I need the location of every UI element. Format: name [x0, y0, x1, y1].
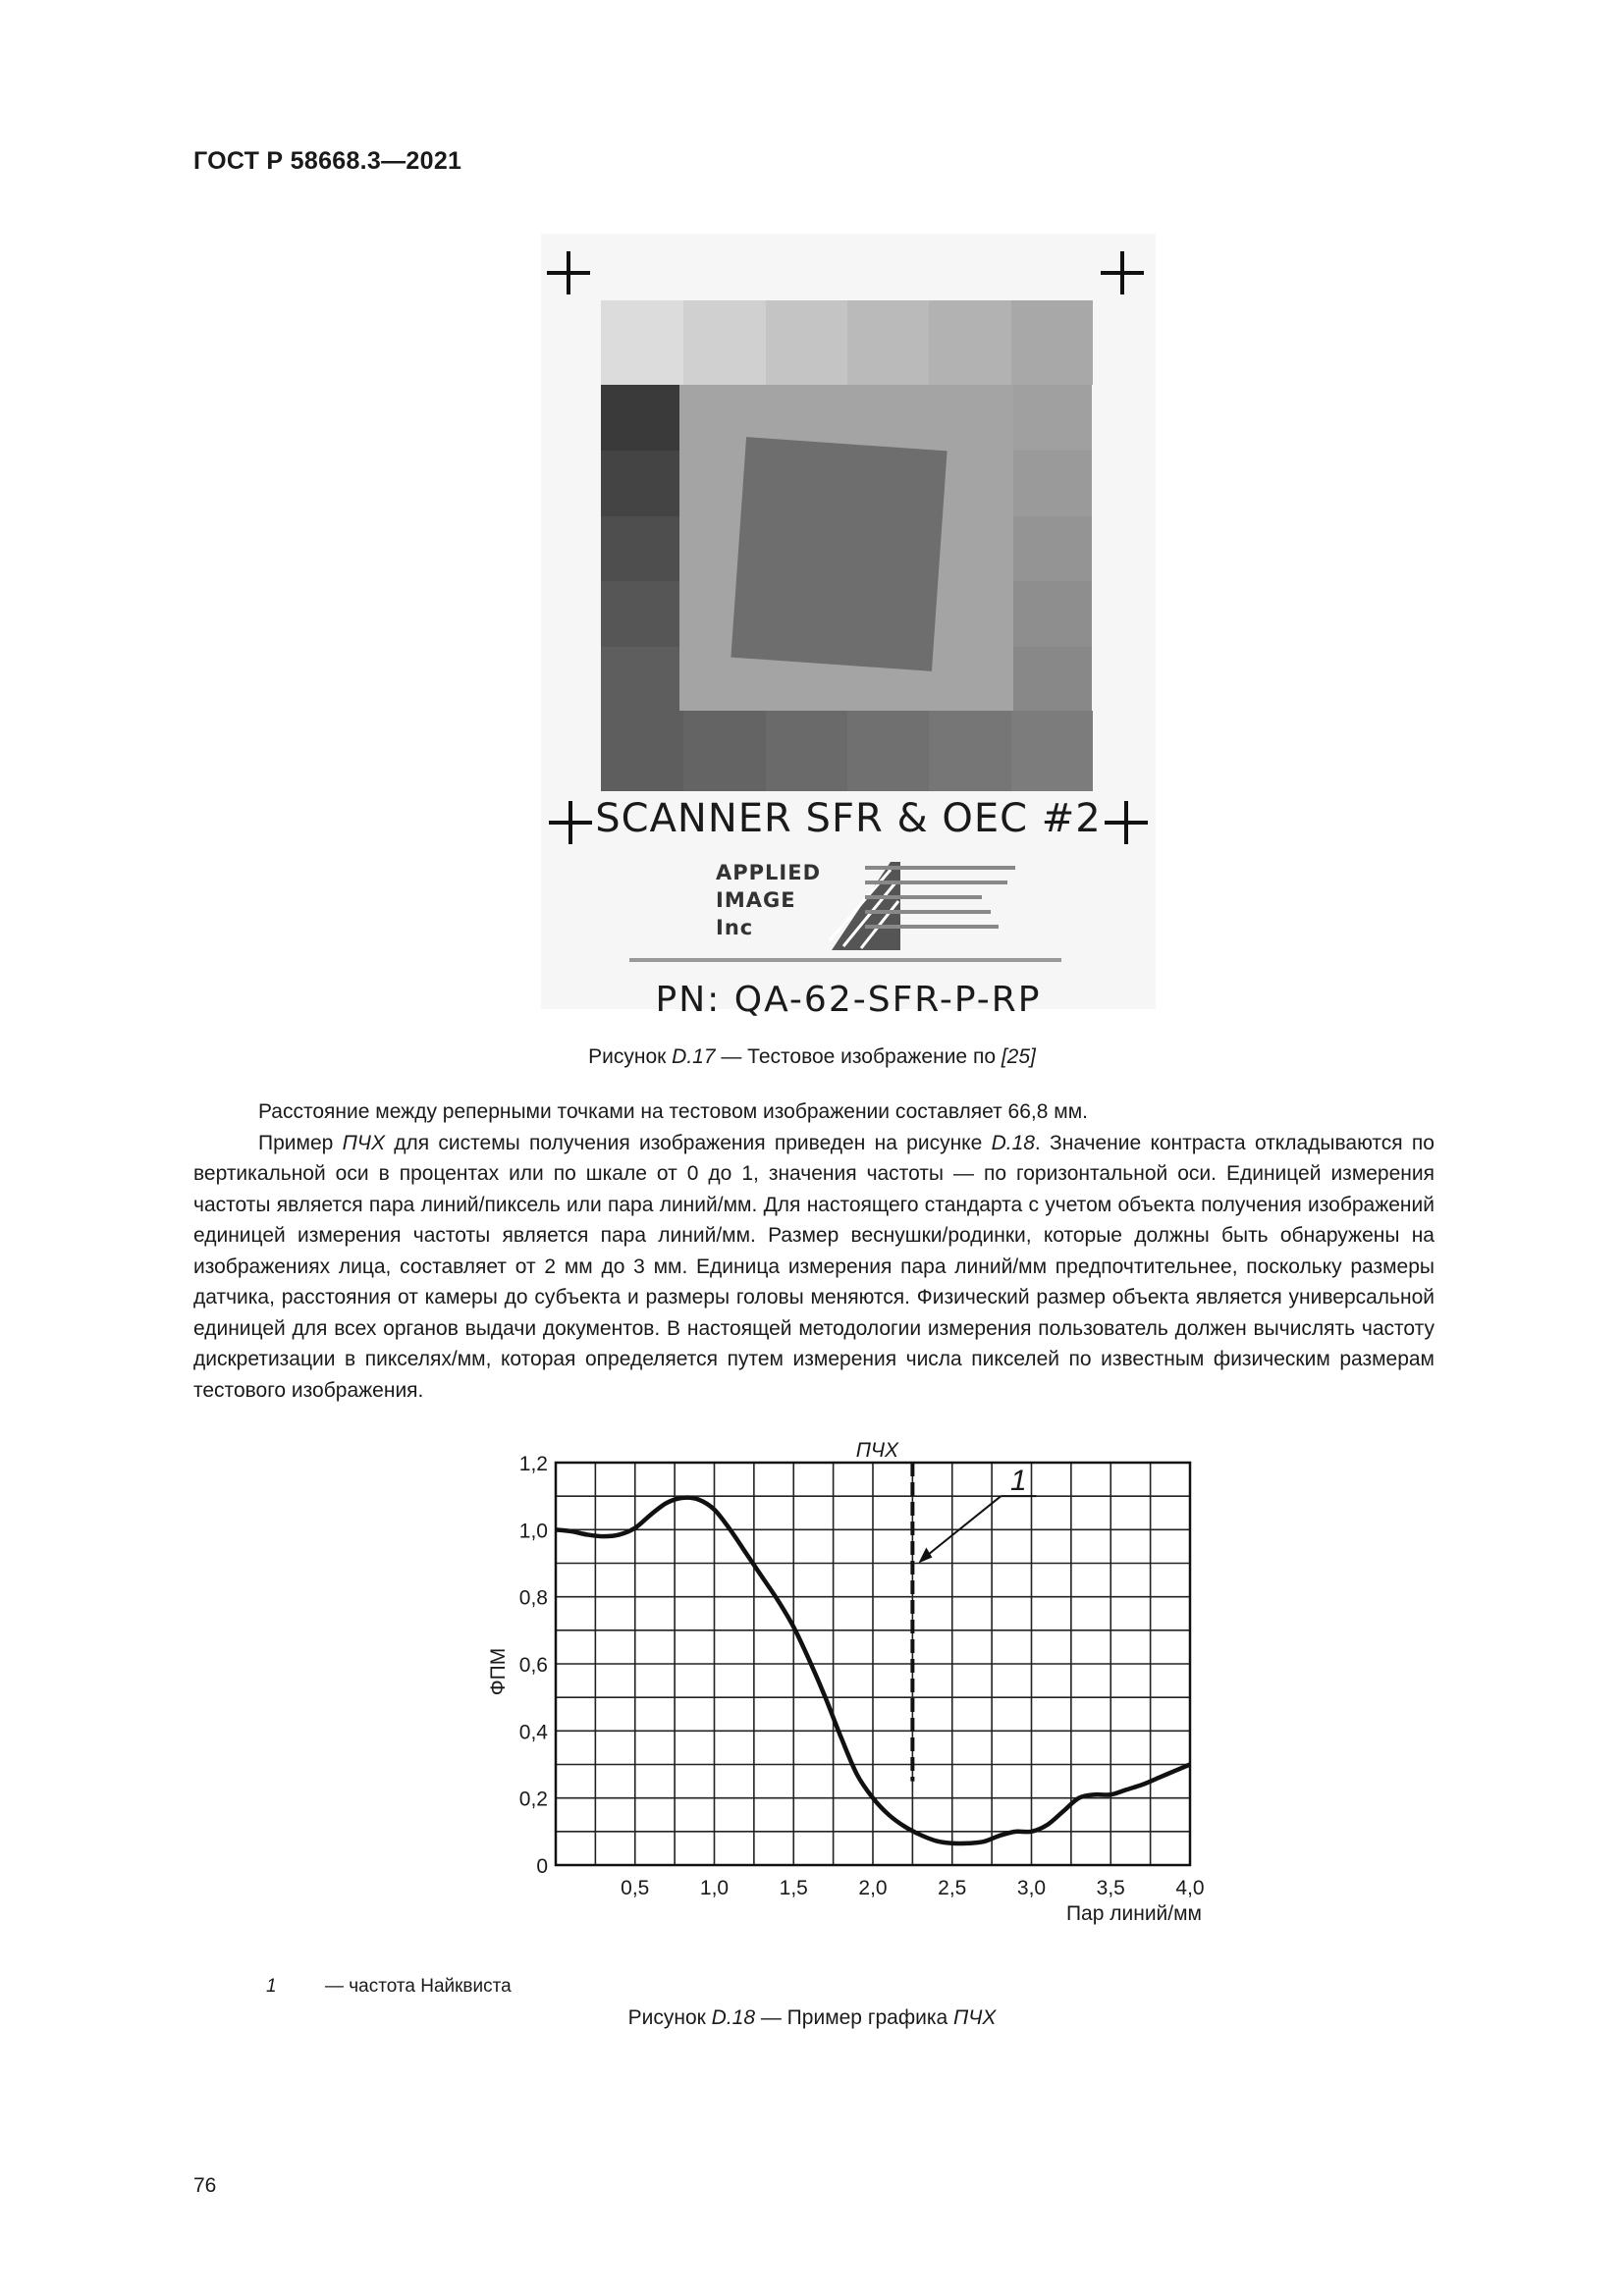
- gray-patch-left: [601, 646, 679, 712]
- gray-patch-right: [1013, 580, 1092, 646]
- gray-patch-chart: [601, 300, 1092, 791]
- x-tick-label: 2,0: [858, 1877, 888, 1899]
- caption-prefix: Рисунок: [627, 2006, 712, 2029]
- legend-text: — частота Найквиста: [325, 1976, 512, 1997]
- gray-patch-bottom: [928, 711, 1010, 791]
- fiducial-cross-top-left: [547, 251, 590, 294]
- document-code: ГОСТ Р 58668.3—2021: [193, 147, 462, 175]
- y-tick-label: 1,0: [518, 1520, 548, 1543]
- annotation-label: 1: [1010, 1465, 1027, 1498]
- gray-patch-top: [928, 300, 1010, 385]
- logo-address-lines: [865, 866, 1032, 939]
- y-tick-label: 0,8: [518, 1586, 548, 1610]
- p2-text-e: . Значение контраста откладываются по вертикальной оси в процентах или по шкале от 0 до 1, значения частоты — по горизонтальной оси. Единицей измерения частоты является пара линий/пиксель или пара линий/мм. Для настоящего стандарта с учетом объекта получения изображений единицей измерения частоты является пара линий/мм. Размер веснушки/родинки, которые должны быть обнаружены на изображениях лица, составляет от 2 мм до 3 мм. Единица измерения пара линий/мм предпочтительнее, поскольку размеры датчика, расстояния от камеры до субъекта и размеры головы меняются. Физический размер объекта является универсальной единицей для всех органов выдачи документов. В настоящей методологии измерения пользователь должен вычислять частоту дискретизации в пикселях/мм, которая определяется путем измерения числа пикселей по известным физическим размерам тестового изображения.: [193, 1131, 1435, 1402]
- logo-line-1: APPLIED: [716, 861, 822, 884]
- x-tick-label: 1,5: [779, 1877, 808, 1899]
- part-number: PN: QA-62-SFR-P-RP: [655, 980, 1042, 1020]
- mtf-chart: [481, 1433, 1227, 1944]
- caption-number: D.17: [672, 1045, 716, 1068]
- gray-patch-top: [846, 300, 929, 385]
- x-tick-label: 2,5: [938, 1877, 967, 1899]
- p2-figure-ref: D.18: [991, 1131, 1035, 1154]
- legend-key: 1: [266, 1976, 277, 1997]
- logo-line-2: IMAGE: [716, 888, 796, 912]
- x-tick-label: 3,0: [1016, 1877, 1047, 1899]
- fiducial-cross-top-right: [1101, 251, 1144, 294]
- x-axis-label: Пар линий/мм: [1065, 1902, 1202, 1925]
- legend: [266, 1976, 512, 1998]
- caption-text: — Тестовое изображение по: [715, 1045, 1001, 1068]
- y-tick-label: 0,6: [518, 1654, 548, 1677]
- target-title: SCANNER SFR & OEC #2: [595, 796, 1102, 841]
- paragraph-2: [193, 1128, 1435, 1407]
- gray-patch-bottom: [846, 711, 929, 791]
- gray-patch-left: [601, 580, 679, 646]
- figure-d17-caption: [0, 1045, 1624, 1069]
- p2-term: ПЧХ: [342, 1131, 385, 1154]
- page-number: 76: [193, 2174, 217, 2197]
- annotation-leader-line: [922, 1496, 1001, 1559]
- y-tick-label: 0: [536, 1855, 548, 1878]
- y-tick-label: 0,2: [518, 1788, 548, 1811]
- x-tick-label: 1,0: [699, 1877, 730, 1899]
- gray-patch-left: [601, 450, 679, 515]
- gray-patch-top: [601, 300, 683, 385]
- chart-title: ПЧХ: [855, 1439, 899, 1462]
- paragraph-1: Расстояние между реперными точками на тестовом изображении составляет 66,8 мм.: [258, 1100, 1088, 1123]
- gray-patch-right: [1013, 385, 1092, 451]
- y-axis-label: ФПМ: [487, 1647, 510, 1696]
- x-tick-label: 3,5: [1096, 1877, 1125, 1899]
- p2-text-a: Пример: [258, 1131, 343, 1154]
- caption-text: — Пример графика: [755, 2006, 954, 2029]
- logo-line-3: Inc: [716, 916, 754, 939]
- gray-patch-bottom: [601, 711, 683, 791]
- slanted-edge-square: [731, 437, 947, 671]
- gray-patch-left: [601, 385, 679, 451]
- annotation-arrowhead: [918, 1548, 932, 1564]
- y-tick-label: 1,2: [518, 1453, 548, 1475]
- gray-patch-top: [682, 300, 765, 385]
- caption-reference: [25]: [1001, 1045, 1036, 1068]
- x-tick-label: 4,0: [1175, 1877, 1205, 1899]
- gray-patch-right: [1013, 646, 1092, 712]
- caption-prefix: Рисунок: [588, 1045, 673, 1068]
- copyright-line: [629, 958, 1061, 962]
- y-tick-label: 0,4: [518, 1721, 548, 1744]
- p2-text-c: для системы получения изображения приведен на рисунке: [384, 1131, 992, 1154]
- gray-patch-right: [1013, 450, 1092, 515]
- gray-patch-right: [1013, 515, 1092, 581]
- gray-patch-top: [1010, 300, 1093, 385]
- caption-term: ПЧХ: [953, 2006, 997, 2029]
- gray-patch-bottom: [1010, 711, 1093, 791]
- gray-patch-top: [765, 300, 847, 385]
- figure-d18-caption: [0, 2006, 1624, 2030]
- body-text: [193, 1096, 1435, 1406]
- test-target-image: [541, 234, 1156, 1020]
- gray-patch-left: [601, 515, 679, 581]
- gray-patch-bottom: [765, 711, 847, 791]
- x-tick-label: 0,5: [621, 1877, 650, 1899]
- caption-number: D.18: [711, 2006, 756, 2029]
- gray-patch-bottom: [682, 711, 765, 791]
